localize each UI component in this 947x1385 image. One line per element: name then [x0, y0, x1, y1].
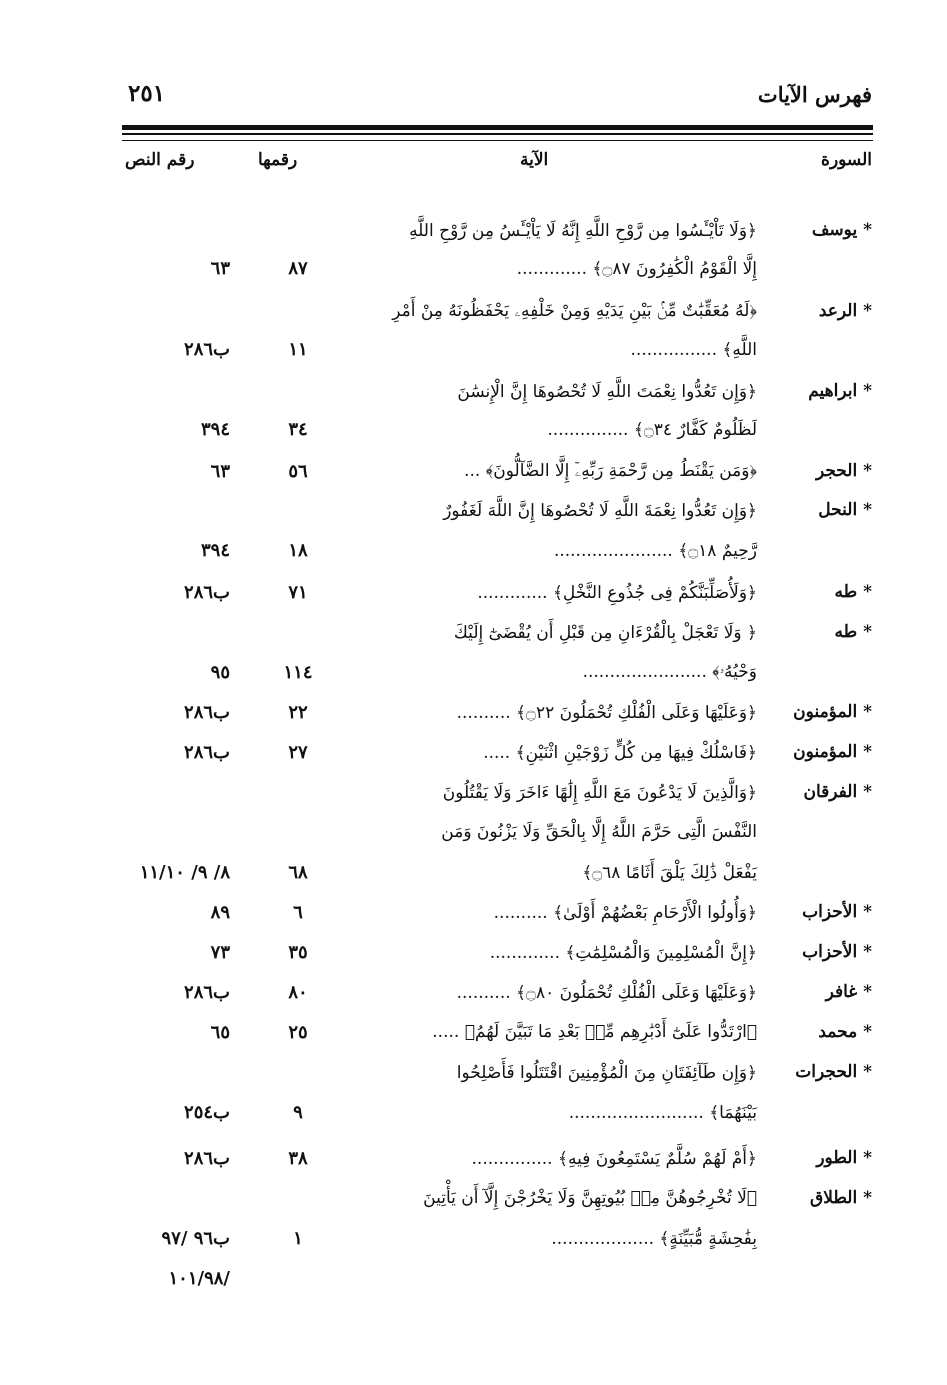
- ayah-number: ١٨: [288, 540, 308, 561]
- text-number: ب٢٨٦: [184, 339, 230, 360]
- ayah-text: ﴿وَإِن تَعُدُّوا نِعْمَتَ اللَّهِ لَا تُحْصُوهَا إِنَّ الْإِنسَٰنَ: [457, 382, 757, 402]
- ayah-text: ﴿وَالَّذِينَ لَا يَدْعُونَ مَعَ اللَّهِ إِلَٰهًا ءَاخَرَ وَلَا يَقْتُلُونَ: [442, 783, 757, 803]
- text-number: ٣٩٤: [200, 419, 230, 440]
- text-number: ب٢٥٤: [184, 1102, 230, 1123]
- column-header-ayah-number: رقمها: [258, 150, 298, 170]
- ayah-text: ﴿إِنَّ الْمُسْلِمِينَ وَالْمُسْلِمَٰتِ﴾ .............: [489, 943, 757, 963]
- text-number: ب٢٨٦: [184, 582, 230, 603]
- ayah-text: ﴿ وَلَا تَعْجَلْ بِالْقُرْءَانِ مِن قَبْلِ أَن يُقْضَىٰٓ إِلَيْكَ: [453, 623, 757, 643]
- ayah-text: ﴿وَإِن تَعُدُّوا نِعْمَةَ اللَّهِ لَا تُحْصُوهَا إِنَّ اللَّهَ لَغَفُورٌ: [443, 501, 757, 521]
- sura-name: * المؤمنون: [793, 702, 872, 722]
- ayah-text: ﴿وَلَا تَاْيْـَٔسُوا مِن رَّوْحِ اللَّهِ إِنَّهُ لَا يَاْيْـَٔسُ مِن رَّوْحِ اللَّهِ: [409, 221, 757, 241]
- ayah-number: ٨٠: [288, 982, 308, 1003]
- sura-name: * الرعد: [818, 301, 872, 321]
- ayah-text: وَحْيُهُۥ﴾ .......................: [582, 662, 757, 682]
- text-number: ٨٩: [210, 902, 230, 923]
- sura-name: * الفرقان: [803, 782, 872, 802]
- ayah-number: ٢٧: [288, 742, 308, 763]
- ayah-number: ٦٨: [288, 862, 308, 883]
- ayah-number: ٨٧: [288, 258, 308, 279]
- ayah-text: ﴿أَمْ لَهُمْ سُلَّمٌ يَسْتَمِعُونَ فِيهِ﴾ ...............: [471, 1149, 757, 1169]
- ayah-text: ﴿وَمَن يَقْنَطُ مِن رَّحْمَةِ رَبِّهِۦٓ إِلَّا الضَّآلُّونَ﴾ ...: [464, 461, 757, 481]
- ayah-text: ﴿وَعَلَيْهَا وَعَلَى الْفُلْكِ تُحْمَلُونَ ۝٨٠﴾ ..........: [456, 983, 757, 1003]
- ayah-text: يَفْعَلْ ذَٰلِكَ يَلْقَ أَثَامًا ۝٦٨﴾: [582, 863, 757, 883]
- ayah-text: لَظَلُومٌ كَفَّارٌ ۝٣٤﴾ ...............: [547, 420, 757, 440]
- column-header-sura: السورة: [821, 150, 872, 170]
- column-header-text-number: رقم النص: [125, 150, 195, 170]
- sura-name: * يوسف: [811, 220, 872, 240]
- ayah-number: ١١٤: [283, 662, 313, 683]
- sura-name: * الطلاق: [810, 1188, 872, 1208]
- header-rule-thick: [122, 125, 873, 130]
- ayah-text: اللَّهِ﴾ ................: [630, 340, 757, 360]
- ayah-text: ﴿وَعَلَيْهَا وَعَلَى الْفُلْكِ تُحْمَلُونَ ۝٢٢﴾ ..........: [456, 703, 757, 723]
- sura-name: * المؤمنون: [793, 742, 872, 762]
- ayah-number: ٥٦: [288, 461, 308, 482]
- sura-name: * النحل: [818, 500, 872, 520]
- header-rule-mid: [122, 133, 873, 135]
- sura-name: * الحجرات: [795, 1062, 872, 1082]
- column-header-ayah: الآية: [520, 150, 549, 170]
- sura-name: * غافر: [825, 982, 872, 1002]
- text-number: ٩٥: [210, 662, 230, 683]
- ayah-number: ٦: [293, 902, 303, 923]
- text-number-continued: /١٠١/٩٨: [168, 1268, 230, 1289]
- text-number: ب٩٦ /٩٧: [161, 1228, 230, 1249]
- ayah-text: بِفَٰحِشَةٍ مُّبَيِّنَةٍ﴾ ...................: [551, 1229, 757, 1249]
- text-number: ٧٣: [210, 942, 230, 963]
- ayah-text: ﴿لَهُ مُعَقِّبَٰتٌ مِّنۢ بَيْنِ يَدَيْهِ وَمِنْ خَلْفِهِۦ يَحْفَظُونَهُ مِنْ أَمْرِ: [392, 301, 757, 321]
- ayah-text: النَّفْسَ الَّتِى حَرَّمَ اللَّهُ إِلَّا بِالْحَقِّ وَلَا يَزْنُونَ وَمَن: [441, 822, 757, 842]
- text-number: ب٢٨٦: [184, 702, 230, 723]
- ayah-number: ١١: [288, 339, 308, 360]
- sura-name: * محمد: [818, 1022, 872, 1042]
- ayah-text: إِلَّا الْقَوْمُ الْكَٰفِرُونَ ۝٨٧﴾ .............: [516, 259, 757, 279]
- ayah-number: ٧١: [288, 582, 308, 603]
- ayah-text: رَّحِيمٌ ۝١٨﴾ ......................: [553, 541, 757, 561]
- ayah-text: ﴿لَا تُخْرِجُوهُنَّ مِنۢ بُيُوتِهِنَّ وَلَا يَخْرُجْنَ إِلَّآ أَن يَأْتِينَ: [423, 1188, 757, 1208]
- text-number: ب٢٨٦: [184, 742, 230, 763]
- ayah-number: ٢٢: [288, 702, 308, 723]
- header-rule-thin: [122, 140, 873, 141]
- ayah-number: ٣٤: [288, 419, 308, 440]
- sura-name: * الأحزاب: [802, 902, 872, 922]
- ayah-text: بَيْنَهُمَا﴾ .........................: [568, 1103, 757, 1123]
- sura-name: * الحجر: [815, 461, 872, 481]
- text-number: ٦٣: [210, 461, 230, 482]
- text-number: ٦٥: [210, 1022, 230, 1043]
- ayah-text: ﴿وَأُولُوا الْأَرْحَامِ بَعْضُهُمْ أَوْلَىٰ﴾ ..........: [493, 903, 757, 923]
- text-number: ب٢٨٦: [184, 1148, 230, 1169]
- text-number: ٣٩٤: [200, 540, 230, 561]
- sura-name: * الطور: [816, 1148, 872, 1168]
- page-number: ٢٥١: [128, 80, 166, 107]
- ayah-number: ٩: [293, 1102, 303, 1123]
- ayah-number: ١: [293, 1228, 303, 1249]
- ayah-number: ٣٨: [288, 1148, 308, 1169]
- sura-name: * ابراهيم: [808, 381, 872, 401]
- ayah-text: ﴿وَإِن طَآئِفَتَانِ مِنَ الْمُؤْمِنِينَ اقْتَتَلُوا فَأَصْلِحُوا: [456, 1063, 757, 1083]
- sura-name: * الأحزاب: [802, 942, 872, 962]
- sura-name: * طه: [834, 582, 872, 602]
- ayah-text: ﴿ارْتَدُّوا عَلَىٰٓ أَدْبَٰرِهِم مِّنۢ بَعْدِ مَا تَبَيَّنَ لَهُمُ﴾ .....: [432, 1022, 757, 1042]
- sura-name: * طه: [834, 622, 872, 642]
- running-title: فهرس الآيات: [757, 82, 872, 107]
- text-number: ب٢٨٦: [184, 982, 230, 1003]
- ayah-text: ﴿فَاسْلُكْ فِيهَا مِن كُلٍّ زَوْجَيْنِ اثْنَيْنِ﴾ .....: [483, 743, 757, 763]
- ayah-number: ٣٥: [288, 942, 308, 963]
- text-number: ٦٣: [210, 258, 230, 279]
- ayah-number: ٢٥: [288, 1022, 308, 1043]
- text-number: ٨/ ٩/ ١١/١٠: [139, 862, 230, 883]
- ayah-text: ﴿وَلَأُصَلِّبَنَّكُمْ فِى جُذُوعِ النَّخْلِ﴾ .............: [477, 583, 757, 603]
